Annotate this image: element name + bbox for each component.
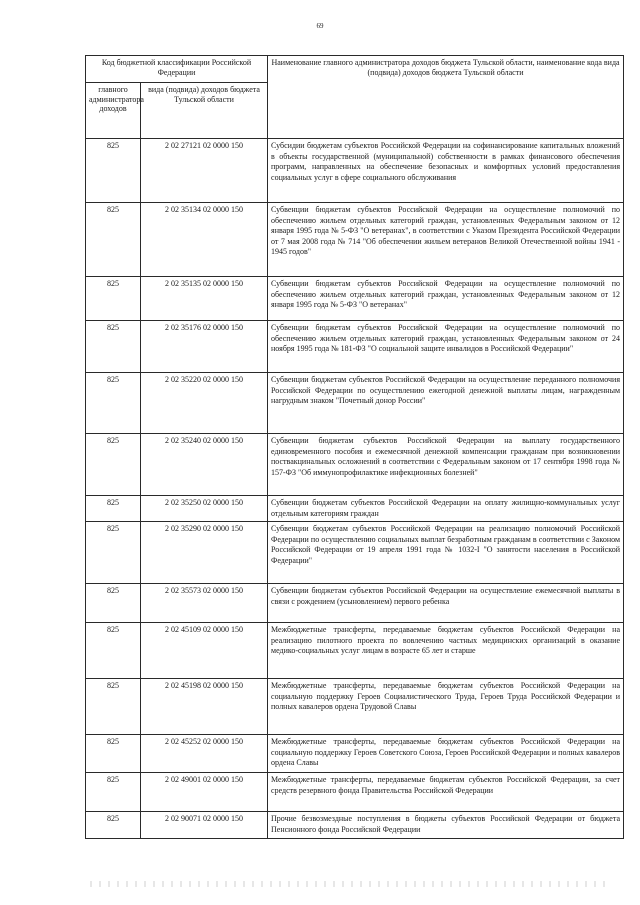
revenue-code-cell: 2 02 35250 02 0000 150	[141, 496, 268, 522]
revenue-code-cell: 2 02 35290 02 0000 150	[141, 522, 268, 584]
table-row	[86, 434, 624, 496]
revenue-column-header: вида (подвида) доходов бюджета Тульской области	[141, 83, 268, 139]
revenue-name-cell: Межбюджетные трансферты, передаваемые бюджетам субъектов Российской Федерации на реализацию пилотного проекта по вовлечению частных медицинских организаций в оказание медико-социальных услуг лицам в возрасте 65 лет и старше	[268, 623, 624, 679]
admin-code-cell: 825	[86, 735, 141, 773]
revenue-name-cell: Субвенции бюджетам субъектов Российской Федерации на реализацию полномочий Российской Федерации по осуществлению социальных выплат безработным гражданам в соответствии с Законом Российской Федерации от 19 апреля 1991 года № 1032-I "О занятости населения в Российской Федерации"	[268, 522, 624, 584]
revenue-name-cell: Субвенции бюджетам субъектов Российской Федерации на осуществление переданного полномочия Российской Федерации по осуществлению ежегодной денежной выплаты лицам, награжденным нагрудным знаком "Почетный донор России"	[268, 373, 624, 434]
revenue-code-cell: 2 02 45252 02 0000 150	[141, 735, 268, 773]
table-row	[86, 321, 624, 373]
admin-code-cell: 825	[86, 496, 141, 522]
table-row	[86, 735, 624, 773]
revenue-name-cell: Прочие безвозмездные поступления в бюджеты субъектов Российской Федерации от бюджета Пенсионного фонда Российской Федерации	[268, 812, 624, 839]
scan-artifact	[90, 881, 610, 887]
admin-code-cell: 825	[86, 434, 141, 496]
admin-column-header: главного администратора доходов	[86, 83, 141, 139]
revenue-name-cell: Субвенции бюджетам субъектов Российской Федерации на выплату государственного единовременного пособия и ежемесячной денежной компенсации гражданам при возникновении поствакцинальных осложнений в соответствии с Федеральным законом от 17 сентября 1998 года № 157-ФЗ "Об иммунопрофилактике инфекционных болезней"	[268, 434, 624, 496]
revenue-name-cell: Субсидии бюджетам субъектов Российской Федерации на софинансирование капитальных вложений в объекты государственной (муниципальной) собственности в рамках финансового обеспечения программ, направленных на обеспечение безопасных и комфортных условий предоставления социальных услуг в сфере социального обслуживания	[268, 139, 624, 203]
revenue-code-cell: 2 02 35240 02 0000 150	[141, 434, 268, 496]
revenue-code-cell: 2 02 35220 02 0000 150	[141, 373, 268, 434]
table-row	[86, 522, 624, 584]
table-row	[86, 203, 624, 277]
admin-code-cell: 825	[86, 773, 141, 812]
table-row	[86, 584, 624, 623]
table-row	[86, 139, 624, 203]
admin-code-cell: 825	[86, 584, 141, 623]
revenue-code-cell: 2 02 35135 02 0000 150	[141, 277, 268, 321]
admin-code-cell: 825	[86, 522, 141, 584]
table-row	[86, 623, 624, 679]
table-row	[86, 496, 624, 522]
revenue-code-cell: 2 02 90071 02 0000 150	[141, 812, 268, 839]
admin-code-cell: 825	[86, 679, 141, 735]
table-row	[86, 773, 624, 812]
revenue-name-cell: Межбюджетные трансферты, передаваемые бюджетам субъектов Российской Федерации на социальную поддержку Героев Советского Союза, Героев Российской Федерации и полных кавалеров ордена Славы	[268, 735, 624, 773]
name-column-header: Наименование главного администратора доходов бюджета Тульской области, наименование кода вида (подвида) доходов бюджета Тульской области	[268, 56, 624, 139]
code-group-header: Код бюджетной классификации Российской Федерации	[86, 56, 268, 83]
revenue-name-cell: Субвенции бюджетам субъектов Российской Федерации на оплату жилищно-коммунальных услуг отдельным категориям граждан	[268, 496, 624, 522]
revenue-code-cell: 2 02 35573 02 0000 150	[141, 584, 268, 623]
page-number: 69	[316, 22, 324, 30]
admin-code-cell: 825	[86, 139, 141, 203]
admin-code-cell: 825	[86, 203, 141, 277]
revenue-code-cell: 2 02 35134 02 0000 150	[141, 203, 268, 277]
revenue-name-cell: Межбюджетные трансферты, передаваемые бюджетам субъектов Российской Федерации на социальную поддержку Героев Социалистического Труда, Героев Труда Российской Федерации и полных кавалеров ордена Трудовой Славы	[268, 679, 624, 735]
admin-code-cell: 825	[86, 623, 141, 679]
revenue-code-cell: 2 02 49001 02 0000 150	[141, 773, 268, 812]
admin-code-cell: 825	[86, 321, 141, 373]
revenue-name-cell: Субвенции бюджетам субъектов Российской Федерации на осуществление ежемесячной выплаты в связи с рождением (усыновлением) первого ребенка	[268, 584, 624, 623]
revenue-name-cell: Субвенции бюджетам субъектов Российской Федерации на осуществление полномочий по обеспечению жильем отдельных категорий граждан, установленных Федеральным законом от 12 января 1995 года № 5-ФЗ "О ветеранах", в соответствии с Указом Президента Российской Федерации от 7 мая 2008 года № 714 "Об обеспечении жильем ветеранов Великой Отечественной войны 1941 - 1945 годов"	[268, 203, 624, 277]
revenue-code-cell: 2 02 45109 02 0000 150	[141, 623, 268, 679]
admin-code-cell: 825	[86, 277, 141, 321]
revenue-code-cell: 2 02 45198 02 0000 150	[141, 679, 268, 735]
revenue-name-cell: Субвенции бюджетам субъектов Российской Федерации на осуществление полномочий по обеспечению жильем отдельных категорий граждан, установленных Федеральным законом от 12 января 1995 года № 5-ФЗ "О ветеранах"	[268, 277, 624, 321]
revenue-code-cell: 2 02 27121 02 0000 150	[141, 139, 268, 203]
revenue-code-cell: 2 02 35176 02 0000 150	[141, 321, 268, 373]
admin-code-cell: 825	[86, 812, 141, 839]
admin-code-cell: 825	[86, 373, 141, 434]
table-row	[86, 373, 624, 434]
revenue-name-cell: Субвенции бюджетам субъектов Российской Федерации на осуществление полномочий по обеспечению жильем отдельных категорий граждан, установленных Федеральным законом от 24 ноября 1995 года № 181-ФЗ "О социальной защите инвалидов в Российской Федерации"	[268, 321, 624, 373]
table-row	[86, 679, 624, 735]
revenue-name-cell: Межбюджетные трансферты, передаваемые бюджетам субъектов Российской Федерации, за счет средств резервного фонда Правительства Российской Федерации	[268, 773, 624, 812]
budget-classification-table	[85, 55, 624, 839]
table-row	[86, 812, 624, 839]
table-row	[86, 277, 624, 321]
